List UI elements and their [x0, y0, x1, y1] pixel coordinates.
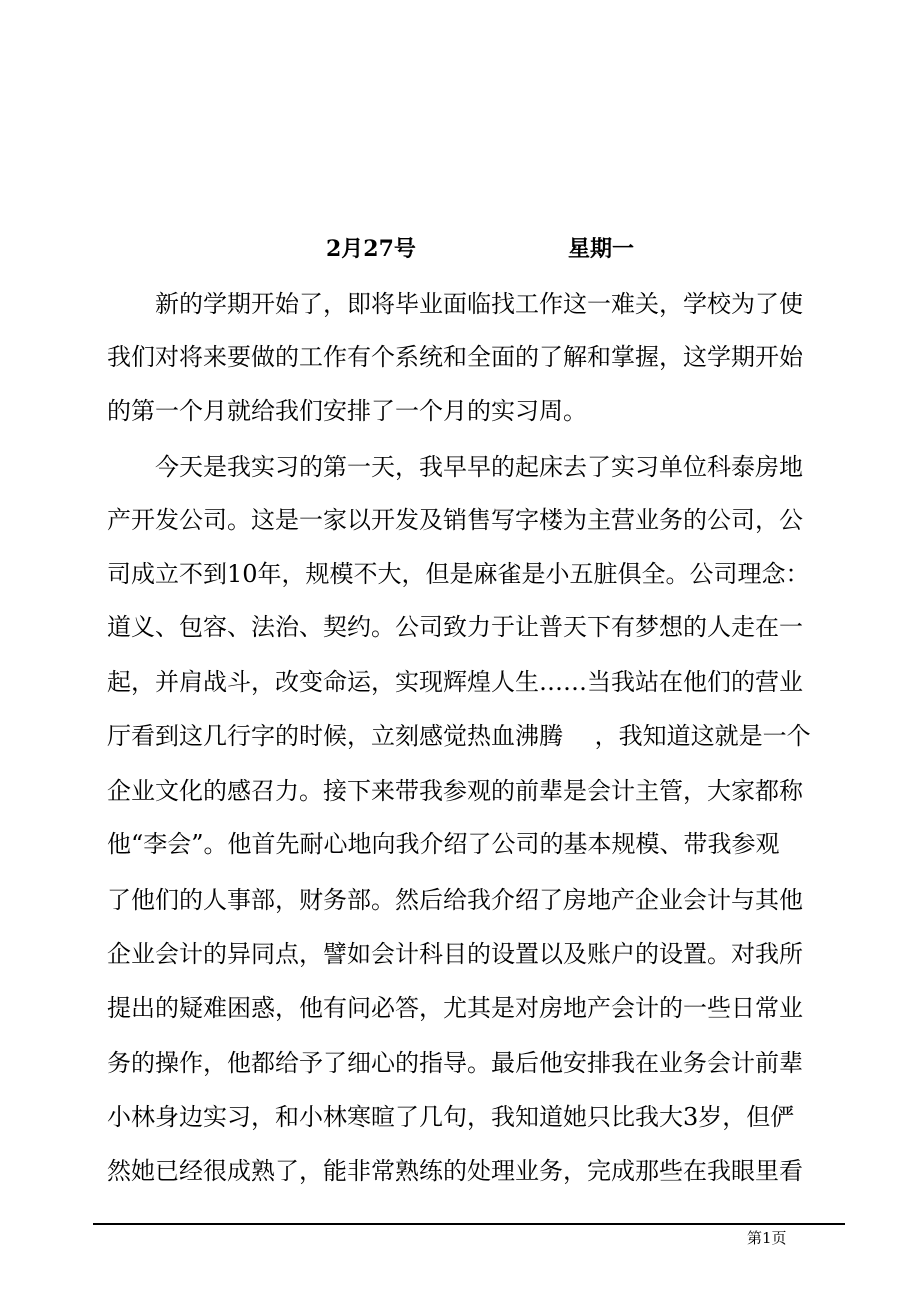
footer-rule: [93, 1223, 845, 1225]
page-number: 第1页: [747, 1229, 787, 1247]
body-line: 他“李会”。他首先耐心地向我介绍了公司的基本规模、带我参观: [107, 830, 780, 858]
body-line: 厅看到这几行字的时候，立刻感觉热血沸腾 ，我知道这就是一个: [107, 722, 811, 750]
body-line: 企业文化的感召力。接下来带我参观的前辈是会计主管，大家都称: [107, 777, 803, 805]
heading-weekday: 星期一: [568, 236, 635, 262]
body-line: 然她已经很成熟了，能非常熟练的处理业务，完成那些在我眼里看: [107, 1157, 803, 1185]
body-line: 我们对将来要做的工作有个系统和全面的了解和掌握，这学期开始: [107, 343, 803, 371]
body-line: 小林身边实习，和小林寒暄了几句，我知道她只比我大3岁，但俨: [107, 1103, 795, 1131]
diary-heading: [0, 229, 920, 269]
body-line: 新的学期开始了，即将毕业面临找工作这一难关，学校为了使: [155, 290, 803, 318]
body-line: 提出的疑难困惑，他有问必答，尤其是对房地产会计的一些日常业: [107, 994, 803, 1022]
body-line: 产开发公司。这是一家以开发及销售写字楼为主营业务的公司，公: [107, 506, 803, 534]
body-line: 今天是我实习的第一天，我早早的起床去了实习单位科泰房地: [155, 453, 803, 481]
heading-date: 2月27号: [326, 236, 416, 262]
body-line: 起，并肩战斗，改变命运，实现辉煌人生……当我站在他们的营业: [107, 668, 803, 696]
body-line: 务的操作，他都给予了细心的指导。最后他安排我在业务会计前辈: [107, 1049, 803, 1077]
body-line: 司成立不到10年，规模不大，但是麻雀是小五脏俱全。公司理念：: [107, 560, 810, 588]
body-line: 企业会计的异同点，譬如会计科目的设置以及账户的设置。对我所: [107, 940, 803, 968]
body-line: 的第一个月就给我们安排了一个月的实习周。: [107, 397, 587, 425]
body-line: 道义、包容、法治、契约。公司致力于让普天下有梦想的人走在一: [107, 613, 803, 641]
body-line: 了他们的人事部，财务部。然后给我介绍了房地产企业会计与其他: [107, 886, 803, 914]
